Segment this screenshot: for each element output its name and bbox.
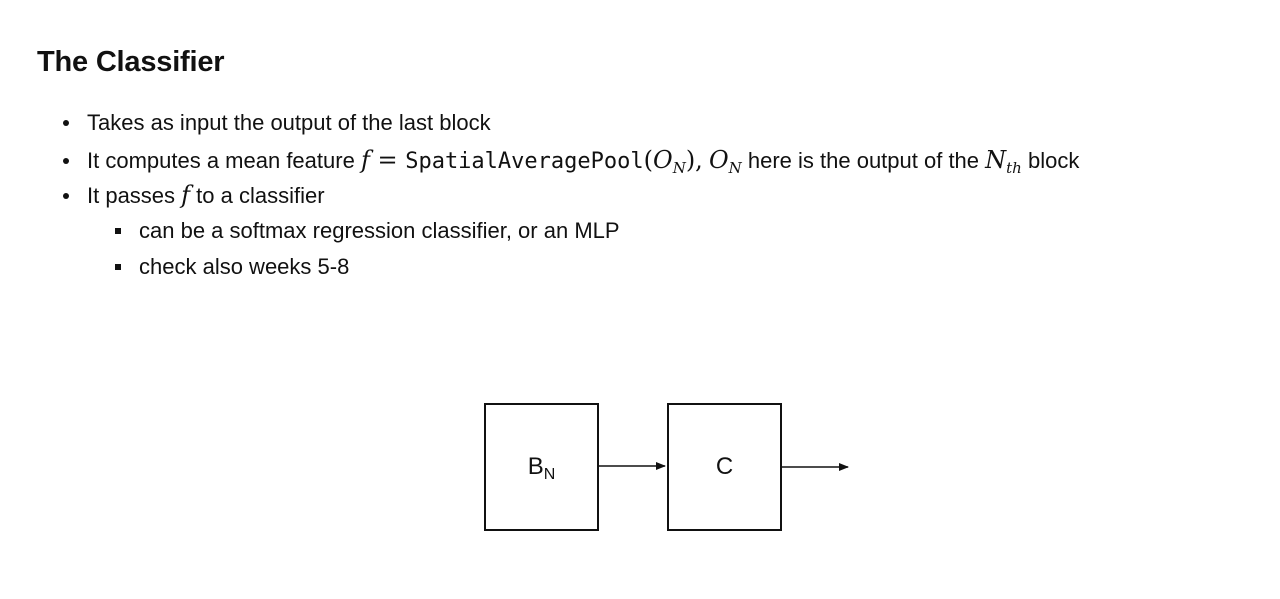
math-arg bbox=[653, 146, 686, 177]
classifier-box bbox=[667, 403, 782, 531]
block-bn-label bbox=[528, 453, 556, 481]
bullet-prefix: It computes a mean feature bbox=[87, 148, 361, 173]
subbullet-softmax bbox=[115, 216, 620, 246]
math-var-f: f bbox=[181, 181, 191, 209]
block-bn-sub: N bbox=[543, 466, 556, 483]
math-equals: = bbox=[369, 146, 406, 174]
math-func-name: SpatialAveragePool bbox=[405, 149, 644, 174]
math-arg-main: O bbox=[653, 146, 673, 174]
math-var-on-main: O bbox=[708, 146, 729, 174]
block-bn-box bbox=[484, 403, 599, 531]
classifier-label: C bbox=[715, 453, 734, 480]
math-var-f: f bbox=[360, 146, 370, 174]
block-bn-main: B bbox=[527, 453, 544, 480]
slide-title: The Classifier bbox=[37, 46, 225, 78]
subbullet-text: check also weeks 5-8 bbox=[139, 254, 350, 279]
math-var-nth-main: N bbox=[985, 146, 1007, 174]
math-open-paren: ( bbox=[643, 146, 653, 174]
subbullet-weeks bbox=[115, 252, 349, 282]
bullet-takes-input bbox=[63, 108, 491, 138]
math-var-on-sub: N bbox=[728, 159, 742, 177]
bullet-middle: here is the output of the bbox=[741, 148, 986, 173]
bullet-dot-icon bbox=[63, 108, 87, 138]
bullet-dot-icon bbox=[63, 146, 87, 176]
bullet-suffix: block bbox=[1021, 148, 1080, 173]
bullet-dot-icon bbox=[63, 181, 87, 211]
bullet-suffix: to a classifier bbox=[190, 183, 325, 208]
bullet-passes-f bbox=[63, 180, 325, 211]
math-var-nth-sub: th bbox=[1006, 159, 1022, 177]
bullet-text: Takes as input the output of the last block bbox=[87, 110, 491, 135]
bullet-prefix: It passes bbox=[87, 183, 182, 208]
subbullet-square-icon bbox=[115, 216, 139, 246]
math-close-paren: ), bbox=[685, 146, 703, 174]
math-arg-sub: N bbox=[672, 159, 686, 177]
bullet-computes-mean bbox=[63, 145, 1079, 177]
subbullet-square-icon bbox=[115, 252, 139, 282]
math-var-nth bbox=[985, 146, 1022, 177]
subbullet-text: can be a softmax regression classifier, or an MLP bbox=[139, 218, 620, 243]
math-var-on bbox=[708, 146, 742, 177]
